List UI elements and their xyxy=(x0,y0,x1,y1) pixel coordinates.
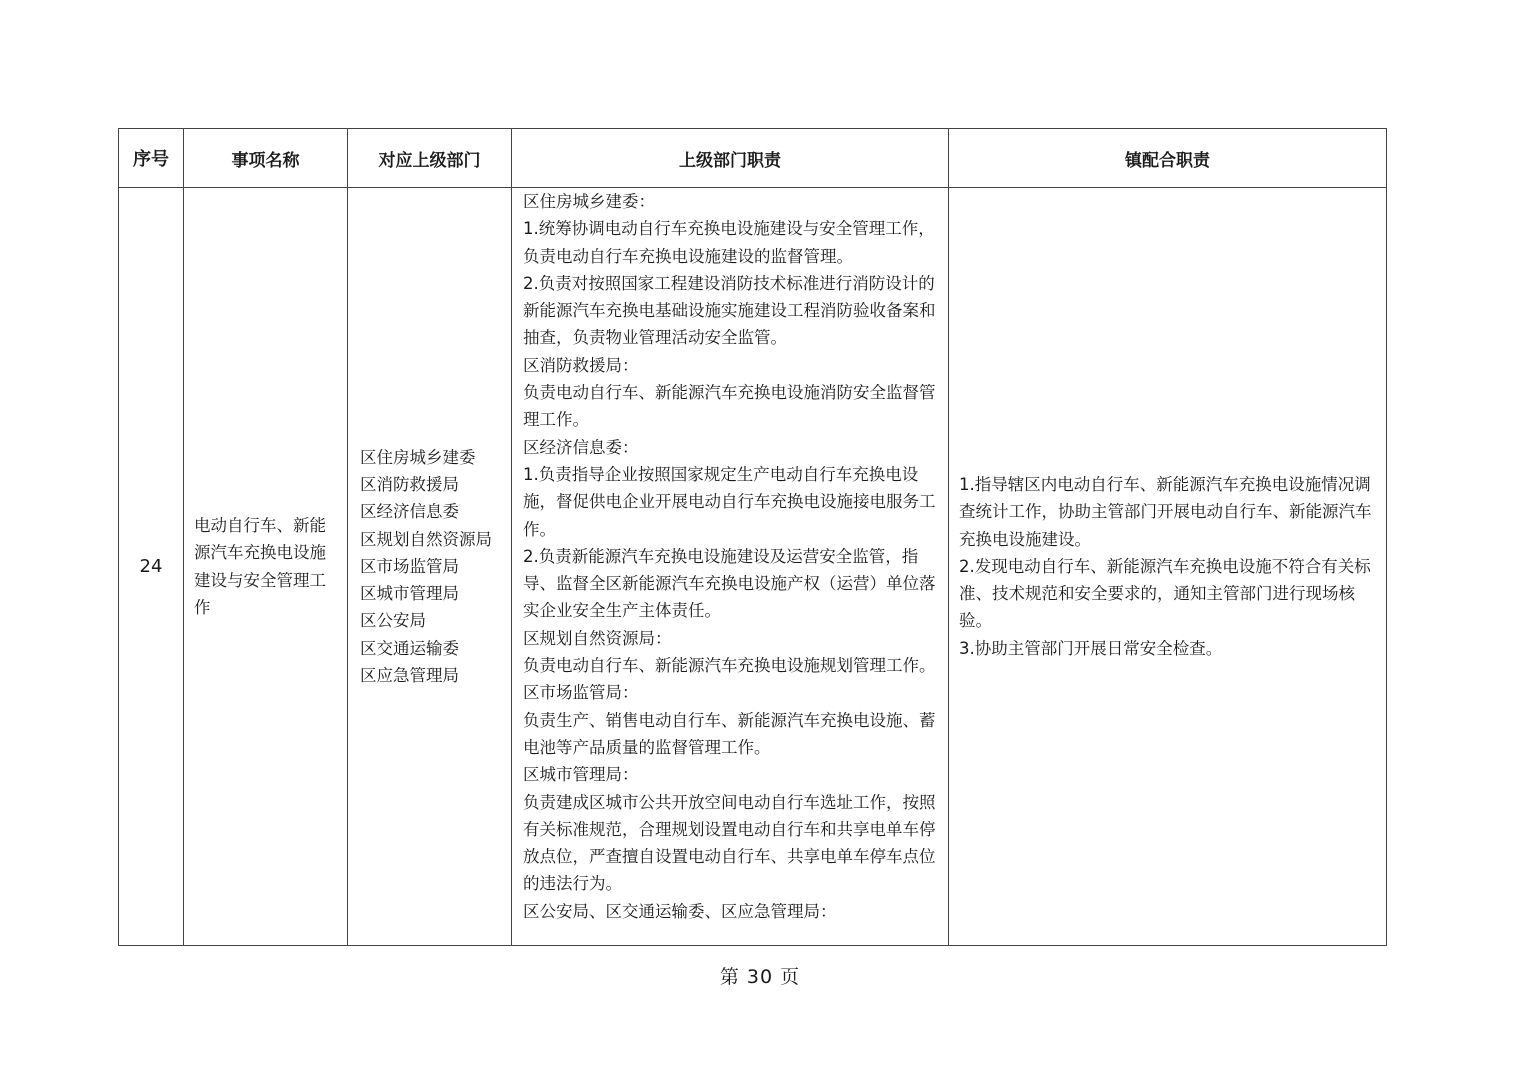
duty-paragraph: 负责电动自行车、新能源汽车充换电设施规划管理工作。 xyxy=(523,656,936,676)
department-item: 区城市管理局 xyxy=(360,584,459,604)
header-superior-duties: 上级部门职责 xyxy=(512,129,949,188)
superior-duties-box xyxy=(512,188,948,945)
department-item: 区消防救援局 xyxy=(360,474,459,494)
department-list xyxy=(348,444,511,690)
table-row xyxy=(119,188,1387,946)
duty-paragraph: 负责电动自行车、新能源汽车充换电设施消防安全监督管理工作。 xyxy=(523,383,936,430)
header-town-duties: 镇配合职责 xyxy=(949,129,1387,188)
superior-duties-list xyxy=(523,188,940,925)
page-number: 第 30 页 xyxy=(719,966,801,988)
duty-paragraph: 2.负责新能源汽车充换电设施建设及运营安全监管，指导、监督全区新能源汽车充换电设施产权（运营）单位落实企业安全生产主体责任。 xyxy=(523,546,936,621)
department-item: 区市场监管局 xyxy=(360,556,459,576)
town-duties-list xyxy=(949,471,1386,662)
duty-paragraph: 区经济信息委： xyxy=(523,437,639,457)
town-duty-item: 2.发现电动自行车、新能源汽车充换电设施不符合有关标准、技术规范和安全要求的，通知主管部门进行现场核验。 xyxy=(959,556,1371,631)
table-header-row xyxy=(119,129,1387,188)
department-item: 区经济信息委 xyxy=(360,502,459,522)
row-serial-number: 24 xyxy=(119,188,184,946)
duty-paragraph: 2.负责对按照国家工程建设消防技术标准进行消防设计的新能源汽车充换电基础设施实施建设工程消防验收备案和抽查，负责物业管理活动安全监管。 xyxy=(523,273,936,348)
duty-paragraph: 负责建成区城市公共开放空间电动自行车选址工作，按照有关标准规范，合理规划设置电动自行车和共享电单车停放点位，严查擅自设置电动自行车、共享电单车停车点位的违法行为。 xyxy=(523,792,936,894)
department-item: 区应急管理局 xyxy=(360,666,459,686)
header-item-name: 事项名称 xyxy=(184,129,348,188)
row-superior-duties-cell xyxy=(512,188,949,946)
row-departments-cell xyxy=(348,188,512,946)
row-item-name-cell xyxy=(184,188,348,946)
town-duty-item: 1.指导辖区内电动自行车、新能源汽车充换电设施情况调查统计工作，协助主管部门开展电动自行车、新能源汽车充换电设施建设。 xyxy=(959,474,1372,549)
town-duty-item: 3.协助主管部门开展日常安全检查。 xyxy=(959,638,1223,658)
duty-paragraph: 1.统筹协调电动自行车充换电设施建设与安全管理工作，负责电动自行车充换电设施建设的监督管理。 xyxy=(523,219,935,266)
duty-paragraph: 区住房城乡建委： xyxy=(523,192,655,211)
duty-paragraph: 区公安局、区交通运输委、区应急管理局： xyxy=(523,901,837,921)
department-item: 区住房城乡建委 xyxy=(360,447,476,467)
duty-paragraph: 负责生产、销售电动自行车、新能源汽车充换电设施、蓄电池等产品质量的监督管理工作。 xyxy=(523,710,936,757)
header-serial-number: 序号 xyxy=(119,129,184,188)
duty-paragraph: 区消防救援局： xyxy=(523,355,639,375)
duty-paragraph: 区规划自然资源局： xyxy=(523,628,672,648)
department-item: 区公安局 xyxy=(360,611,426,631)
responsibility-table xyxy=(118,128,1387,946)
header-superior-department: 对应上级部门 xyxy=(348,129,512,188)
duty-paragraph: 区城市管理局： xyxy=(523,765,639,785)
duty-paragraph: 1.负责指导企业按照国家规定生产电动自行车充换电设施，督促供电企业开展电动自行车充换电设施接电服务工作。 xyxy=(523,464,936,539)
row-town-duties-cell xyxy=(949,188,1387,946)
department-item: 区交通运输委 xyxy=(360,638,459,658)
department-item: 区规划自然资源局 xyxy=(360,529,492,549)
duty-paragraph: 区市场监管局： xyxy=(523,683,639,703)
row-item-name: 电动自行车、新能源汽车充换电设施建设与安全管理工作 xyxy=(194,515,326,617)
